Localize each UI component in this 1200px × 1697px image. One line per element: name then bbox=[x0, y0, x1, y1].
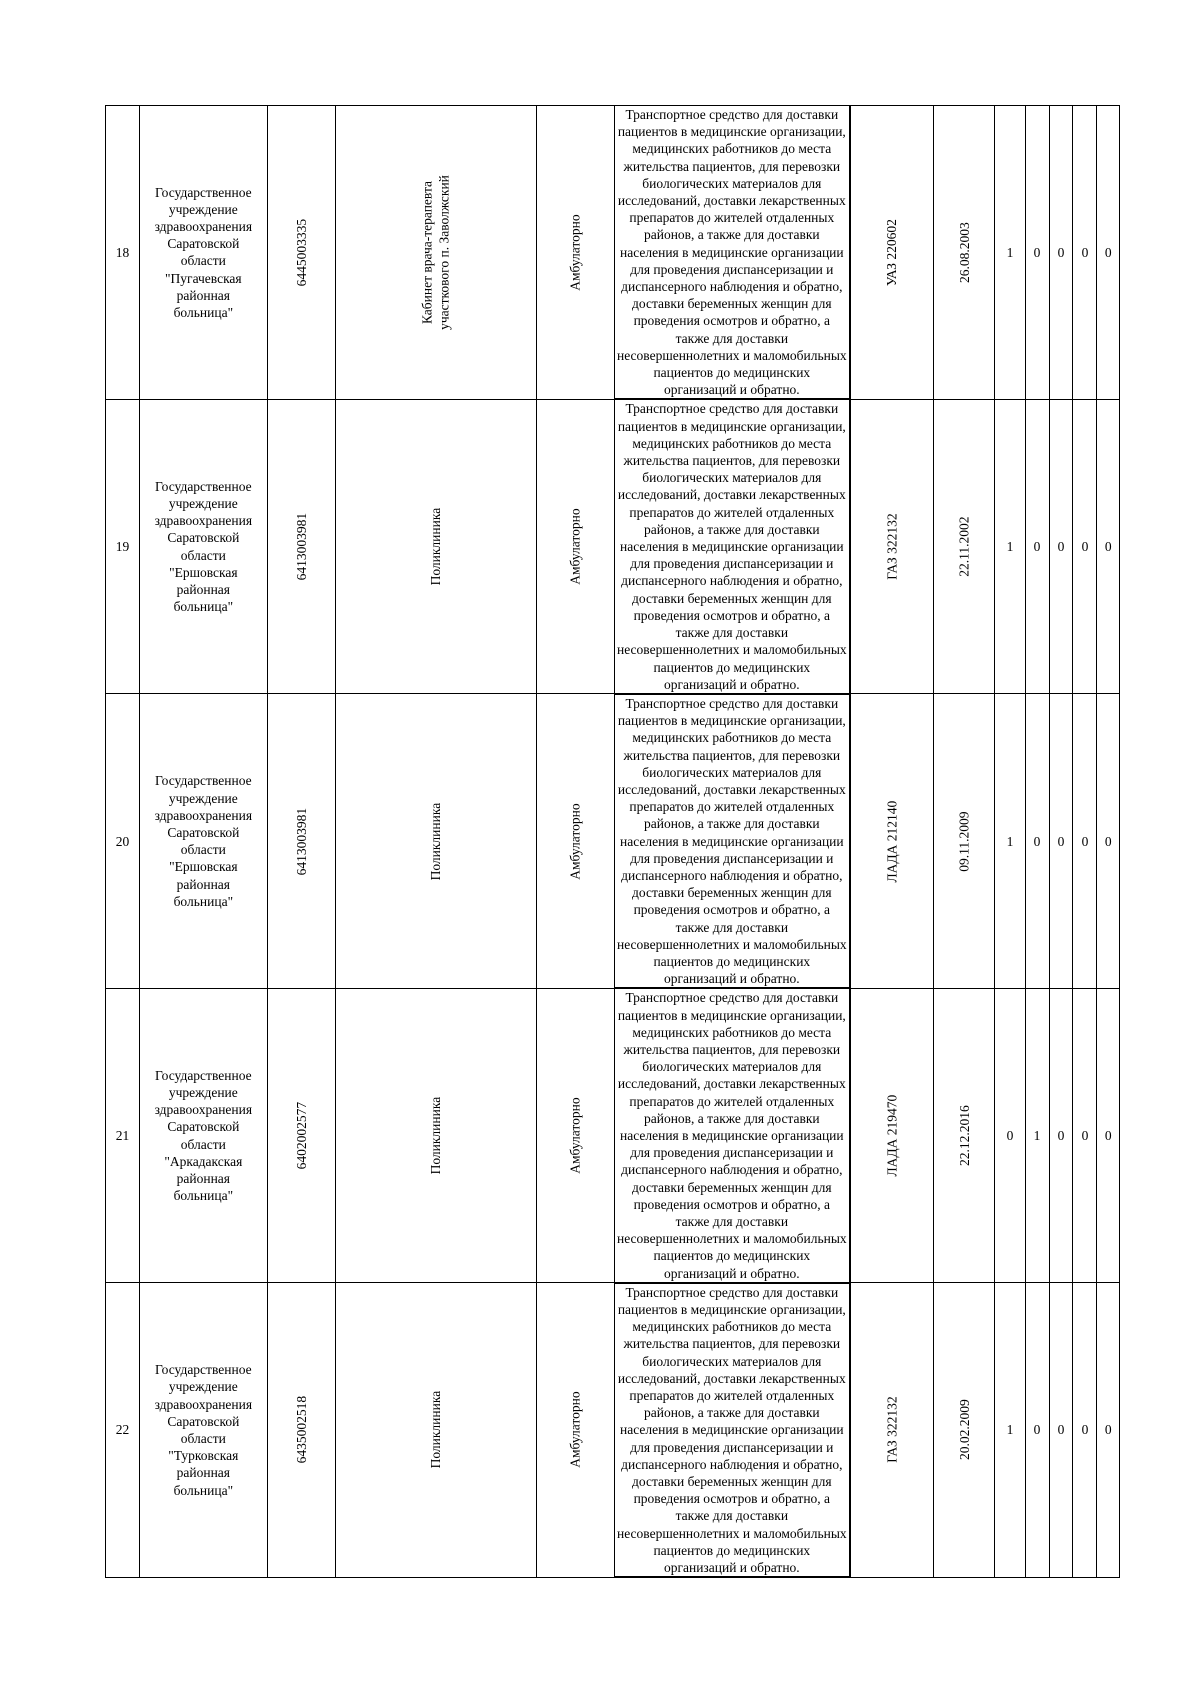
vehicle-cell bbox=[850, 988, 933, 1282]
unit-name: Поликлиника bbox=[428, 507, 444, 586]
count-cell-4: 0 bbox=[1073, 694, 1097, 988]
vehicle-model: ГАЗ 322132 bbox=[884, 513, 900, 580]
unit-cell bbox=[336, 694, 537, 988]
count-cell-2: 0 bbox=[1025, 106, 1049, 400]
purpose-cell bbox=[614, 694, 850, 988]
count-cell-2: 0 bbox=[1025, 399, 1049, 693]
row-number: 19 bbox=[106, 399, 140, 693]
unit-cell bbox=[336, 988, 537, 1282]
inn: 6413003981 bbox=[293, 512, 309, 581]
vehicle-cell bbox=[850, 694, 933, 988]
purpose-cell bbox=[614, 988, 850, 1282]
count-cell-5: 0 bbox=[1097, 1283, 1120, 1577]
count-cell-5: 0 bbox=[1097, 988, 1120, 1282]
vehicle-date: 22.12.2016 bbox=[956, 1105, 972, 1166]
table-row bbox=[106, 694, 1120, 988]
row-number: 21 bbox=[106, 988, 140, 1282]
count-cell-3: 0 bbox=[1049, 694, 1073, 988]
vehicle-date: 20.02.2009 bbox=[956, 1399, 972, 1461]
inn: 6435002518 bbox=[293, 1396, 309, 1464]
purpose-text: Транспортное средство для доставки пациентов в медицинские организации, медицинских работников до места жительства пациентов, для перевозки биологических материалов для исследований, доставки лекарственных препаратов до жителей отдаленных районов, а также для доставки населения в медицинские организации для проведения диспансеризации и диспансерного наблюдения и обратно, доставки беременных женщин для проведения осмотров и обратно, а также для доставки несовершеннолетних и маломобильных пациентов до медицинских организаций и обратно. bbox=[616, 695, 847, 987]
date-cell bbox=[933, 1283, 995, 1577]
row-number: 22 bbox=[106, 1283, 140, 1577]
vehicle-cell bbox=[850, 399, 933, 693]
date-cell bbox=[933, 694, 995, 988]
table-row bbox=[106, 106, 1120, 400]
count-cell-5: 0 bbox=[1097, 399, 1120, 693]
inn-cell bbox=[267, 694, 336, 988]
organization-cell bbox=[139, 988, 267, 1282]
count-cell-3: 0 bbox=[1049, 988, 1073, 1282]
unit-cell bbox=[336, 106, 537, 400]
vehicle-model: ЛАДА 219470 bbox=[884, 1094, 900, 1177]
unit-name: Поликлиника bbox=[428, 1096, 444, 1175]
organization-cell bbox=[139, 1283, 267, 1577]
care-cell bbox=[537, 988, 614, 1282]
table-row bbox=[106, 988, 1120, 1282]
count-cell-4: 0 bbox=[1073, 988, 1097, 1282]
care-type: Амбулаторно bbox=[567, 1097, 583, 1174]
unit-cell bbox=[336, 1283, 537, 1577]
count-cell-1: 0 bbox=[995, 988, 1025, 1282]
table-row bbox=[106, 399, 1120, 693]
unit-name: Кабинет врача-терапевта участкового п. Заволжский bbox=[419, 175, 452, 330]
purpose-cell bbox=[614, 1283, 850, 1577]
care-cell bbox=[537, 399, 614, 693]
inn-cell bbox=[267, 106, 336, 400]
count-cell-1: 1 bbox=[995, 1283, 1025, 1577]
count-cell-1: 1 bbox=[995, 399, 1025, 693]
count-cell-2: 0 bbox=[1025, 694, 1049, 988]
count-cell-4: 0 bbox=[1073, 399, 1097, 693]
organization-name: Государственное учреждение здравоохранения Саратовской области "Аркадакская районная больница" bbox=[154, 1067, 253, 1204]
vehicle-model: ГАЗ 322132 bbox=[884, 1396, 900, 1464]
vehicle-date: 22.11.2002 bbox=[956, 516, 972, 577]
unit-cell bbox=[336, 399, 537, 693]
care-type: Амбулаторно bbox=[567, 802, 583, 880]
row-number: 18 bbox=[106, 106, 140, 400]
purpose-cell bbox=[614, 106, 850, 400]
care-cell bbox=[537, 106, 614, 400]
count-cell-3: 0 bbox=[1049, 399, 1073, 693]
table-row bbox=[106, 1283, 1120, 1577]
inn-cell bbox=[267, 988, 336, 1282]
count-cell-4: 0 bbox=[1073, 1283, 1097, 1577]
care-cell bbox=[537, 694, 614, 988]
vehicle-date: 26.08.2003 bbox=[956, 222, 972, 283]
count-cell-1: 1 bbox=[995, 106, 1025, 400]
inn-cell bbox=[267, 1283, 336, 1577]
count-cell-5: 0 bbox=[1097, 106, 1120, 400]
count-cell-1: 1 bbox=[995, 694, 1025, 988]
date-cell bbox=[933, 988, 995, 1282]
care-type: Амбулаторно bbox=[567, 508, 583, 585]
purpose-cell bbox=[614, 399, 850, 693]
care-cell bbox=[537, 1283, 614, 1577]
purpose-text: Транспортное средство для доставки пациентов в медицинские организации, медицинских работников до места жительства пациентов, для перевозки биологических материалов для исследований, доставки лекарственных препаратов до жителей отдаленных районов, а также для доставки населения в медицинские организации для проведения диспансеризации и диспансерного наблюдения и обратно, доставки беременных женщин для проведения осмотров и обратно, а также для доставки несовершеннолетних и маломобильных пациентов до медицинских организаций и обратно. bbox=[616, 1284, 847, 1576]
count-cell-3: 0 bbox=[1049, 106, 1073, 400]
organization-cell bbox=[139, 399, 267, 693]
count-cell-2: 0 bbox=[1025, 1283, 1049, 1577]
count-cell-5: 0 bbox=[1097, 694, 1120, 988]
count-cell-4: 0 bbox=[1073, 106, 1097, 400]
vehicle-cell bbox=[850, 106, 933, 400]
organization-name: Государственное учреждение здравоохранения Саратовской области "Пугачевская районная больница" bbox=[154, 184, 253, 321]
row-number: 20 bbox=[106, 694, 140, 988]
vehicle-model: ЛАДА 212140 bbox=[884, 800, 900, 883]
date-cell bbox=[933, 106, 995, 400]
purpose-text: Транспортное средство для доставки пациентов в медицинские организации, медицинских работников до места жительства пациентов, для перевозки биологических материалов для исследований, доставки лекарственных препаратов до жителей отдаленных районов, а также для доставки населения в медицинские организации для проведения диспансеризации и диспансерного наблюдения и обратно, доставки беременных женщин для проведения осмотров и обратно, а также для доставки несовершеннолетних и маломобильных пациентов до медицинских организаций и обратно. bbox=[616, 401, 847, 692]
organization-cell bbox=[139, 694, 267, 988]
care-type: Амбулаторно bbox=[567, 1391, 583, 1469]
inn-cell bbox=[267, 399, 336, 693]
organization-cell bbox=[139, 106, 267, 400]
vehicle-cell bbox=[850, 1283, 933, 1577]
organization-name: Государственное учреждение здравоохранения Саратовской области "Турковская районная больница" bbox=[154, 1362, 253, 1498]
organization-name: Государственное учреждение здравоохранения Саратовской области "Ершовская районная больница" bbox=[154, 478, 253, 615]
purpose-text: Транспортное средство для доставки пациентов в медицинские организации, медицинских работников до места жительства пациентов, для перевозки биологических материалов для исследований, доставки лекарственных препаратов до жителей отдаленных районов, а также для доставки населения в медицинские организации для проведения диспансеризации и диспансерного наблюдения и обратно, доставки беременных женщин для проведения осмотров и обратно, а также для доставки несовершеннолетних и маломобильных пациентов до медицинских организаций и обратно. bbox=[616, 107, 847, 398]
vehicle-model: УАЗ 220602 bbox=[884, 218, 900, 286]
organization-name: Государственное учреждение здравоохранения Саратовской области "Ершовская районная больница" bbox=[154, 773, 253, 909]
inn: 6445003335 bbox=[293, 218, 309, 287]
inn: 6413003981 bbox=[293, 807, 309, 875]
date-cell bbox=[933, 399, 995, 693]
count-cell-2: 1 bbox=[1025, 988, 1049, 1282]
count-cell-3: 0 bbox=[1049, 1283, 1073, 1577]
purpose-text: Транспортное средство для доставки пациентов в медицинские организации, медицинских работников до места жительства пациентов, для перевозки биологических материалов для исследований, доставки лекарственных препаратов до жителей отдаленных районов, а также для доставки населения в медицинские организации для проведения диспансеризации и диспансерного наблюдения и обратно, доставки беременных женщин для проведения осмотров и обратно, а также для доставки несовершеннолетних и маломобильных пациентов до медицинских организаций и обратно. bbox=[616, 990, 847, 1281]
care-type: Амбулаторно bbox=[567, 214, 583, 291]
vehicle-date: 09.11.2009 bbox=[956, 811, 972, 872]
vehicle-table bbox=[105, 105, 1120, 1578]
inn: 6402002577 bbox=[293, 1101, 309, 1170]
unit-name: Поликлиника bbox=[428, 802, 444, 880]
unit-name: Поликлиника bbox=[428, 1391, 444, 1469]
